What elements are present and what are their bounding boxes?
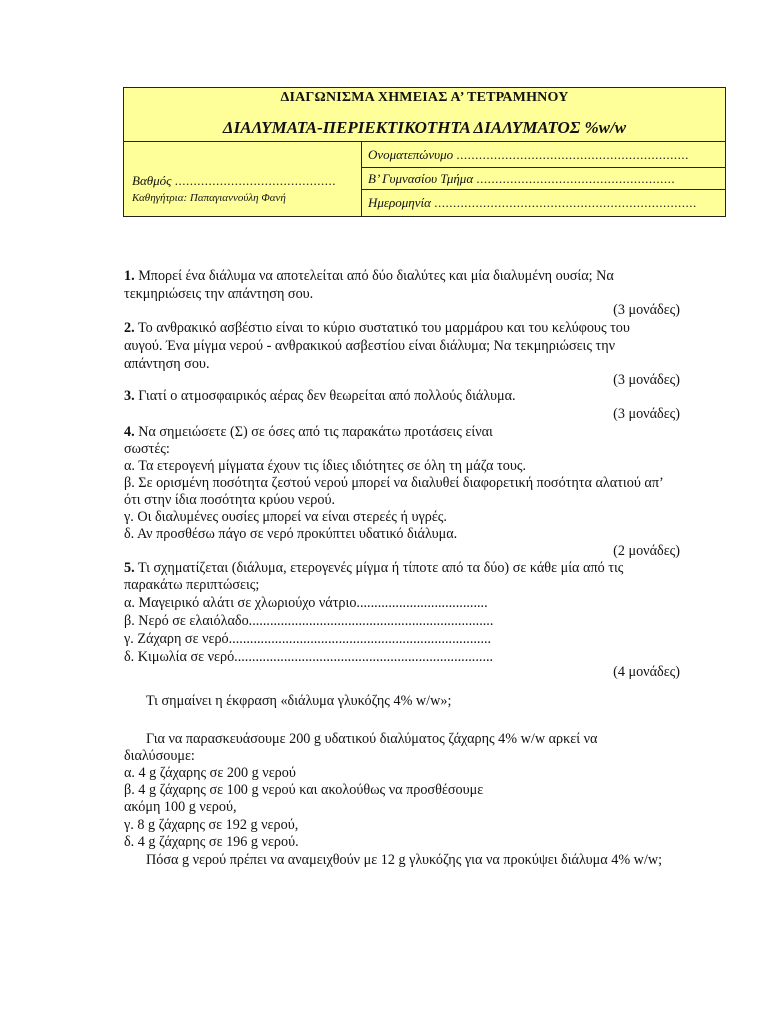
date-field xyxy=(368,195,723,211)
header-row-divider xyxy=(362,167,725,168)
case-b: β. Νερό σε ελαιόλαδο..................................................................... xyxy=(124,613,494,629)
points-label: (3 μονάδες) xyxy=(613,372,680,388)
class-label: Β’ Γυμνασίου Τμήμα xyxy=(368,171,474,186)
header-divider xyxy=(124,141,725,142)
statement-c: γ. Οι διαλυμένες ουσίες μπορεί να είναι στερεές ή υγρές. xyxy=(124,509,447,525)
points-label: (2 μονάδες) xyxy=(613,543,680,559)
question-3 xyxy=(124,388,516,405)
question-8: Πόσα g νερού πρέπει να αναμειχθούν με 12 g γλυκόζης για να προκύψει διάλυμα 4% w/w; xyxy=(146,852,663,868)
points-label: (3 μονάδες) xyxy=(613,406,680,422)
case-d: δ. Κιμωλία σε νερό......................................................................... xyxy=(124,649,494,665)
statement-b-cont: ότι στην ίδια ποσότητα κρύου νερού. xyxy=(124,492,336,508)
header-row-divider xyxy=(362,189,725,190)
question-5 xyxy=(124,560,623,577)
question-number: 4. xyxy=(124,424,135,440)
class-dots: ..................................................... xyxy=(476,171,676,186)
case-c: γ. Ζάχαρη σε νερό.......................................................................... xyxy=(124,631,492,647)
option-c: γ. 8 g ζάχαρης σε 192 g νερού, xyxy=(124,817,299,833)
date-dots: ...................................................................... xyxy=(434,195,697,210)
grade-label: Βαθμός xyxy=(132,173,172,188)
student-name-field xyxy=(368,147,723,163)
question-text: σωστές: xyxy=(124,441,170,457)
question-number: 1. xyxy=(124,268,135,284)
statement-a: α. Τα ετερογενή μίγματα έχουν τις ίδιες ιδιότητες σε όλη τη μάζα τους. xyxy=(124,458,527,474)
points-label: (3 μονάδες) xyxy=(613,302,680,318)
question-text: παρακάτω περιπτώσεις; xyxy=(124,577,260,593)
student-name-label: Ονοματεπώνυμο xyxy=(368,147,454,162)
question-text: τεκμηριώσεις την απάντηση σου. xyxy=(124,286,314,302)
student-name-dots: .............................................................. xyxy=(456,147,689,162)
option-b-cont: ακόμη 100 g νερού, xyxy=(124,799,237,815)
question-text: Το ανθρακικό ασβέστιο είναι το κύριο συστατικό του μαρμάρου και του κελύφους του xyxy=(137,320,630,336)
option-d: δ. 4 g ζάχαρης σε 196 g νερού. xyxy=(124,834,299,850)
grade-field xyxy=(132,173,360,189)
question-text: απάντηση σου. xyxy=(124,356,210,372)
question-1 xyxy=(124,268,614,285)
question-text: Μπορεί ένα διάλυμα να αποτελείται από δύο διαλύτες και μία διαλυμένη ουσία; Να xyxy=(138,268,614,284)
question-text: Γιατί ο ατμοσφαιρικός αέρας δεν θεωρείται από πολλούς διάλυμα. xyxy=(138,388,516,404)
statement-d: δ. Αν προσθέσω πάγο σε νερό προκύπτει υδατικό διάλυμα. xyxy=(124,526,458,542)
question-number: 2. xyxy=(124,320,135,336)
question-2 xyxy=(124,320,630,337)
case-a: α. Μαγειρικό αλάτι σε χλωριούχο νάτριο..................................... xyxy=(124,595,488,611)
header-column-divider xyxy=(361,142,362,216)
question-number: 5. xyxy=(124,560,135,576)
teacher-name: Καθηγήτρια: Παπαγιαννούλη Φανή xyxy=(132,192,286,204)
date-label: Ημερομηνία xyxy=(368,195,431,210)
question-text: Τι σχηματίζεται (διάλυμα, ετερογενές μίγμα ή τίποτε από τα δύο) σε κάθε μία από τις xyxy=(137,560,624,576)
exam-header-box xyxy=(123,87,726,217)
question-text: Να σημειώσετε (Σ) σε όσες από τις παρακάτω προτάσεις είναι xyxy=(138,424,493,440)
exam-title: ΔΙΑΓΩΝΙΣΜΑ ΧΗΜΕΙΑΣ Α’ ΤΕΤΡΑΜΗΝΟΥ xyxy=(280,90,569,105)
class-field xyxy=(368,171,723,187)
grade-dots: ........................................... xyxy=(174,173,336,188)
question-4 xyxy=(124,424,493,441)
exam-subtitle: ΔΙΑΛΥΜΑΤΑ-ΠΕΡΙΕΚΤΙΚΟΤΗΤΑ ΔΙΑΛΥΜΑΤΟΣ %w/w xyxy=(222,118,627,137)
points-label: (4 μονάδες) xyxy=(613,664,680,680)
question-number: 3. xyxy=(124,388,135,404)
statement-b: β. Σε ορισμένη ποσότητα ζεστού νερού μπορεί να διαλυθεί διαφορετική ποσότητα αλατιού απ’ xyxy=(124,475,664,491)
option-b: β. 4 g ζάχαρης σε 100 g νερού και ακολούθως να προσθέσουμε xyxy=(124,782,484,798)
question-7: Για να παρασκευάσουμε 200 g υδατικού διαλύματος ζάχαρης 4% w/w αρκεί να xyxy=(146,731,598,747)
question-6: Τι σημαίνει η έκφραση «διάλυμα γλυκόζης 4% w/w»; xyxy=(146,693,452,709)
question-text: αυγού. Ένα μίγμα νερού - ανθρακικού ασβεστίου είναι διάλυμα; Να τεκμηριώσεις την xyxy=(124,338,616,354)
question-text: διαλύσουμε: xyxy=(124,748,195,764)
option-a: α. 4 g ζάχαρης σε 200 g νερού xyxy=(124,765,296,781)
